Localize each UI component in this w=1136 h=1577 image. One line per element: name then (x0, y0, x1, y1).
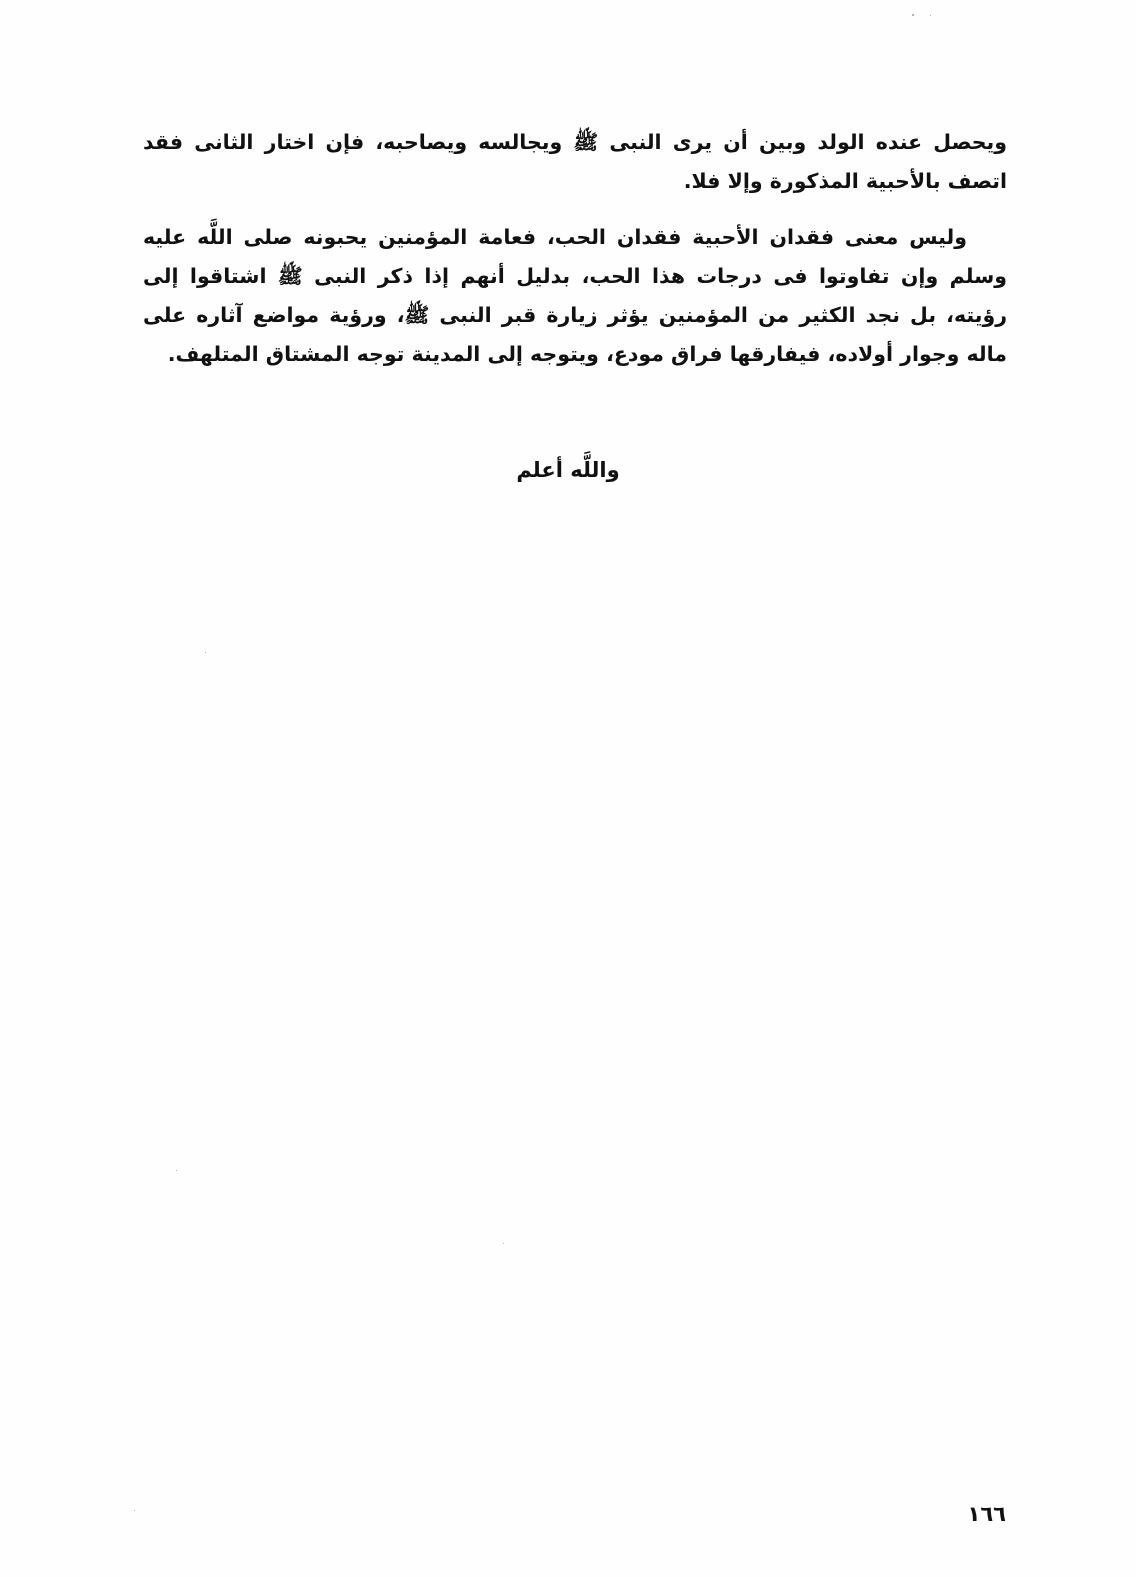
page-number: ١٦٦ (967, 1502, 1006, 1526)
scan-speck (930, 15, 931, 16)
scan-speck (205, 652, 206, 653)
paragraph-2: وليس معنى فقدان الأحبية فقدان الحب، فعامة المؤمنين يحبونه صلى اللَّه عليه وسلم وإن تفاوتوا فى درجات هذا الحب، بدليل أنهم إذا ذكر النبى ﷺ اشتاقوا إلى رؤيته، بل نجد الكثير من المؤمنين يؤثر زيارة قبر النبى ﷺ، ورؤية مواضع آثاره على ماله وجوار أولاده، فيفارقها فراق مودع، ويتوجه إلى المدينة توجه المشتاق المتلهف. (143, 225, 1007, 366)
closing-phrase: واللَّه أعلم (516, 458, 620, 482)
scan-speck (912, 14, 914, 16)
scan-speck (134, 1510, 135, 1511)
paragraph-1: ويحصل عنده الولد وبين أن يرى النبى ﷺ ويجالسه ويصاحبه، فإن اختار الثانى فقد اتصف بالأحبية المذكورة وإلا فلا. (143, 130, 1007, 193)
scan-speck (503, 1243, 504, 1244)
scan-speck (176, 1170, 177, 1171)
